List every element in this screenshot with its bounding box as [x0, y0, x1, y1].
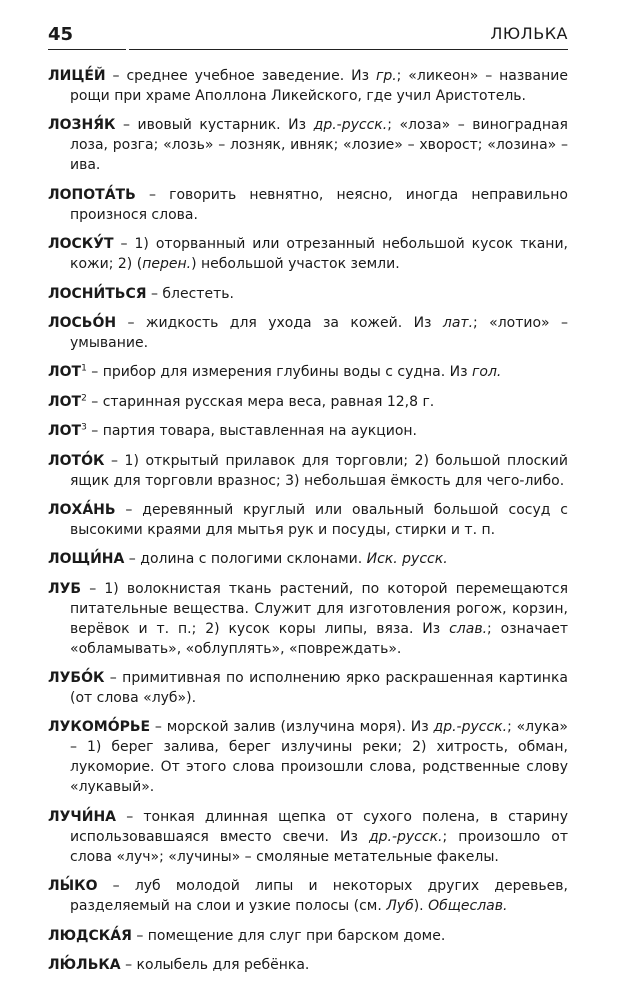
headword: ЛИЦЕ́Й	[48, 68, 106, 84]
dictionary-entry	[48, 284, 568, 304]
italic-note: гол.	[472, 364, 502, 381]
dictionary-entry	[48, 579, 568, 659]
running-head: ЛЮЛЬКА	[490, 24, 568, 43]
headword: ЛОСКУ́Т	[48, 236, 114, 253]
definition-text: ; «лотио» – умывание.	[70, 314, 568, 351]
definition-text: – партия товара, выставленная на аукцион.	[86, 423, 417, 440]
dictionary-entry	[48, 926, 568, 946]
italic-note: Иск. русск.	[366, 551, 448, 568]
definition-text: – среднее учебное заведение. Из	[105, 68, 376, 84]
dictionary-entry	[48, 955, 568, 975]
italic-note: Луб	[386, 898, 414, 915]
definition-text: – старинная русская мера веса, равная 12,8 г.	[86, 393, 435, 410]
dictionary-entry	[48, 876, 568, 916]
headword: ЛОТ	[48, 423, 82, 440]
definition-text: ) небольшой участок земли.	[191, 256, 400, 273]
headword: ЛУБО́К	[48, 670, 105, 687]
definition-text: – 1) оторванный или отрезанный небольшой кусок ткани, кожи; 2) (	[70, 236, 568, 273]
italic-note: слав.	[449, 620, 488, 637]
headword: ЛУКОМО́РЬЕ	[48, 719, 151, 736]
headword: ЛОХА́НЬ	[48, 501, 116, 518]
definition-text: – 1) волокнистая ткань растений, по которой перемещаются питательные вещества. Служит для изготовления рогож, корзин, верёвок и т. п.; 2) кусок коры липы, вяза. Из	[70, 580, 568, 637]
entry-list	[48, 66, 568, 984]
definition-text: – помещение для слуг при барском доме.	[131, 927, 446, 944]
dictionary-entry	[48, 234, 568, 274]
dictionary-entry	[48, 66, 568, 106]
dictionary-entry	[48, 500, 568, 540]
italic-note: Общеслав.	[428, 898, 508, 915]
headword: ЛОТ	[48, 364, 82, 381]
definition-text: – ивовый кустарник. Из	[115, 117, 314, 134]
italic-note: др.-русск.	[433, 719, 508, 736]
headword: ЛОЩИ́НА	[48, 551, 125, 568]
italic-note: др.-русск.	[368, 828, 443, 845]
definition-text: – примитивная по исполнению ярко раскрашенная картинка (от слова «луб»).	[70, 670, 568, 707]
dictionary-entry	[48, 421, 568, 441]
headword: ЛЫ́КО	[48, 878, 98, 895]
headword: ЛОСЬО́Н	[48, 314, 117, 331]
headword: ЛОТ	[48, 393, 82, 410]
definition-text: – 1) открытый прилавок для торговли; 2) большой плоский ящик для торговли вразнос; 3) небольшая ёмкость для чего-либо.	[70, 452, 568, 489]
italic-note: гр.	[375, 68, 397, 84]
italic-note: др.-русск.	[313, 117, 388, 134]
italic-note: перен.	[142, 256, 192, 273]
dictionary-entry	[48, 362, 568, 382]
homonym-index: 1	[81, 363, 87, 374]
page-number: 45	[48, 24, 74, 45]
headword: ЛОТО́К	[48, 452, 105, 469]
definition-text: ; произошло от слова «луч»; «лучины» – смоляные метательные факелы.	[70, 828, 568, 865]
dictionary-entry	[48, 717, 568, 797]
definition-text: – блестеть.	[146, 285, 234, 302]
definition-text: – говорить невнятно, неясно, иногда неправильно произнося слова.	[70, 186, 568, 223]
definition-text: – деревянный круглый или овальный большой сосуд с высокими краями для мытья рук и посуды, стирки и т. п.	[70, 501, 568, 538]
dictionary-entry	[48, 668, 568, 708]
headword: ЛОЗНЯ́К	[48, 117, 116, 134]
header-rule-right	[129, 49, 568, 50]
homonym-index: 2	[81, 393, 87, 404]
dictionary-entry	[48, 807, 568, 867]
headword: ЛЮДСКА́Я	[48, 927, 132, 944]
definition-text: ; означает «обламывать», «облуплять», «повреждать».	[70, 620, 568, 657]
definition-text: – колыбель для ребёнка.	[120, 957, 310, 974]
definition-text: – луб молодой липы и некоторых других деревьев, разделяемый на слои и узкие полосы (см.	[70, 878, 568, 915]
definition-text: – морской залив (излучина моря). Из	[150, 719, 434, 736]
headword: ЛУЧИ́НА	[48, 808, 117, 825]
definition-text: ; «лука» – 1) берег залива, берег излучины реки; 2) хитрость, обман, лукоморие. От этого слова произошли слова, родственные слову «лукавый».	[70, 719, 568, 796]
italic-note: лат.	[442, 314, 474, 331]
dictionary-entry	[48, 115, 568, 175]
definition-text: ; «лоза» – виноградная лоза, розга; «лозь» – лозняк, ивняк; «лозие» – хворост; «лозина» – ива.	[70, 117, 568, 174]
definition-text: ).	[413, 898, 429, 915]
definition-text: – жидкость для ухода за кожей. Из	[116, 314, 443, 331]
header-rule-left	[48, 49, 126, 50]
definition-text: – тонкая длинная щепка от сухого полена, в старину использовавшаяся вместо свечи. Из	[70, 808, 568, 845]
dictionary-entry	[48, 451, 568, 491]
homonym-index: 3	[81, 422, 87, 433]
definition-text: – долина с пологими склонами.	[124, 551, 367, 568]
headword: ЛОСНИ́ТЬСЯ	[48, 285, 147, 302]
dictionary-entry	[48, 392, 568, 412]
headword: ЛУБ	[48, 580, 82, 597]
dictionary-entry	[48, 549, 568, 569]
dictionary-entry	[48, 185, 568, 225]
page-header	[48, 24, 568, 54]
dictionary-entry	[48, 313, 568, 353]
definition-text: – прибор для измерения глубины воды с судна. Из	[86, 364, 473, 381]
headword: ЛОПОТА́ТЬ	[48, 186, 136, 203]
headword: ЛЮ́ЛЬКА	[48, 957, 121, 974]
definition-text: ; «ликеон» – название рощи при храме Аполлона Ликейского, где учил Аристотель.	[70, 68, 568, 104]
